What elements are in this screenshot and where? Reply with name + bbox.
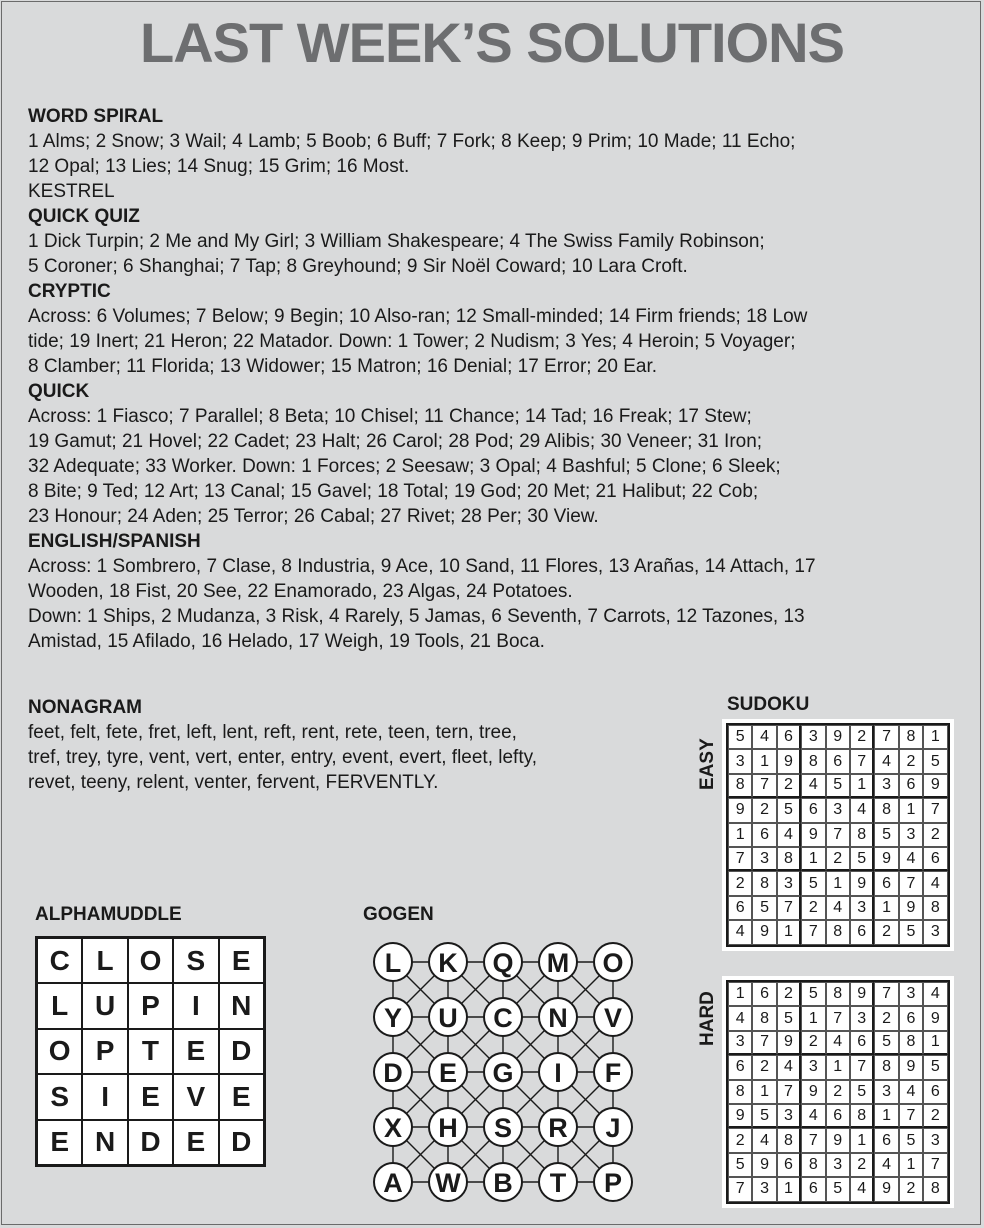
sudoku-cell: 3 (777, 871, 801, 895)
sudoku-cell: 5 (826, 1177, 850, 1201)
nonagram-line: feet, felt, fete, fret, left, lent, reft, rent, rete, teen, tern, tree, (28, 722, 517, 743)
sudoku-cell: 9 (850, 982, 874, 1006)
sudoku-cell: 3 (752, 847, 776, 871)
gogen-letter: R (548, 1113, 568, 1143)
section-line: KESTREL (28, 181, 115, 202)
sudoku-cell: 9 (728, 1104, 752, 1128)
sudoku-cell: 4 (801, 774, 825, 798)
sudoku-cell: 3 (850, 1006, 874, 1030)
sudoku-cell: 8 (850, 1104, 874, 1128)
sudoku-title: SUDOKU (727, 694, 810, 715)
gogen-letter: E (438, 1058, 458, 1088)
sudoku-cell: 6 (874, 871, 898, 895)
sudoku-cell: 9 (777, 1031, 801, 1055)
sudoku-cell: 9 (874, 847, 898, 871)
alphamuddle-cell: L (82, 938, 127, 983)
sudoku-cell: 4 (923, 982, 947, 1006)
sudoku-cell: 7 (923, 1153, 947, 1177)
sudoku-cell: 7 (777, 896, 801, 920)
sudoku-cell: 8 (752, 1006, 776, 1030)
sudoku-cell: 3 (826, 798, 850, 822)
alphamuddle-cell: I (173, 983, 218, 1028)
sudoku-cell: 1 (899, 1153, 923, 1177)
nonagram-section (28, 695, 668, 795)
sudoku-cell: 6 (923, 1080, 947, 1104)
alphamuddle-cell: O (128, 938, 173, 983)
section-line: Amistad, 15 Afilado, 16 Helado, 17 Weigh, 19 Tools, 21 Boca. (28, 631, 545, 652)
gogen-letter: C (493, 1003, 513, 1033)
alphamuddle-cell: P (82, 1029, 127, 1074)
sudoku-cell: 6 (801, 798, 825, 822)
sudoku-cell: 3 (923, 1128, 947, 1152)
sudoku-cell: 6 (923, 847, 947, 871)
gogen-letter: B (493, 1168, 513, 1198)
sudoku-cell: 3 (826, 1153, 850, 1177)
sudoku-cell: 8 (923, 896, 947, 920)
sudoku-cell: 7 (752, 774, 776, 798)
sudoku-cell: 2 (826, 847, 850, 871)
section-line: 12 Opal; 13 Lies; 14 Snug; 15 Grim; 16 Most. (28, 156, 410, 177)
sudoku-cell: 8 (899, 725, 923, 749)
sudoku-hard-label: HARD (697, 991, 718, 1046)
sudoku-cell: 4 (777, 1055, 801, 1079)
alphamuddle-cell: T (128, 1029, 173, 1074)
sudoku-cell: 4 (874, 749, 898, 773)
gogen-letter: P (603, 1168, 623, 1198)
sudoku-cell: 5 (899, 1128, 923, 1152)
sudoku-easy (722, 719, 954, 951)
sudoku-cell: 7 (826, 823, 850, 847)
sudoku-cell: 5 (923, 1055, 947, 1079)
sudoku-cell: 7 (752, 1031, 776, 1055)
sudoku-cell: 8 (777, 847, 801, 871)
alphamuddle-cell: C (37, 938, 82, 983)
sudoku-cell: 9 (801, 1080, 825, 1104)
sudoku-cell: 8 (728, 1080, 752, 1104)
gogen-letter: Q (492, 948, 514, 978)
sudoku-cell: 6 (728, 896, 752, 920)
sudoku-cell: 1 (923, 725, 947, 749)
gogen-letter: N (548, 1003, 568, 1033)
sudoku-cell: 7 (874, 982, 898, 1006)
sudoku-cell: 9 (923, 1006, 947, 1030)
alphamuddle-cell: E (173, 1029, 218, 1074)
alphamuddle-cell: S (173, 938, 218, 983)
sudoku-easy-grid (726, 723, 950, 947)
sudoku-cell: 1 (874, 896, 898, 920)
sudoku-cell: 5 (850, 847, 874, 871)
alphamuddle-cell: O (37, 1029, 82, 1074)
alphamuddle-cell: N (82, 1120, 127, 1165)
gogen-letter: W (435, 1168, 461, 1198)
gogen-letter: S (493, 1113, 513, 1143)
section-line: Down: 1 Ships, 2 Mudanza, 3 Risk, 4 Rarely, 5 Jamas, 6 Seventh, 7 Carrots, 12 Tazones, 13 (28, 606, 805, 627)
alphamuddle-title: ALPHAMUDDLE (35, 904, 182, 925)
alphamuddle-cell: D (219, 1120, 264, 1165)
sudoku-cell: 7 (728, 847, 752, 871)
sudoku-cell: 6 (801, 1177, 825, 1201)
section-title: CRYPTIC (28, 281, 111, 302)
sudoku-cell: 3 (752, 1177, 776, 1201)
sudoku-cell: 8 (777, 1128, 801, 1152)
sudoku-cell: 2 (874, 1006, 898, 1030)
sudoku-cell: 1 (777, 920, 801, 944)
sudoku-cell: 1 (899, 798, 923, 822)
sudoku-cell: 6 (752, 823, 776, 847)
sudoku-cell: 2 (899, 1177, 923, 1201)
sudoku-cell: 5 (801, 871, 825, 895)
sudoku-cell: 7 (874, 725, 898, 749)
sudoku-cell: 6 (752, 982, 776, 1006)
sudoku-cell: 2 (923, 1104, 947, 1128)
nonagram-line: revet, teeny, relent, venter, fervent, FERVENTLY. (28, 772, 439, 793)
gogen-letter: M (546, 948, 570, 978)
sudoku-cell: 3 (801, 1055, 825, 1079)
sudoku-cell: 8 (874, 798, 898, 822)
gogen-letter: T (549, 1168, 567, 1198)
sudoku-cell: 8 (752, 871, 776, 895)
sudoku-cell: 7 (923, 798, 947, 822)
sudoku-cell: 8 (923, 1177, 947, 1201)
sudoku-cell: 7 (728, 1177, 752, 1201)
sudoku-cell: 7 (850, 749, 874, 773)
section-line: 1 Alms; 2 Snow; 3 Wail; 4 Lamb; 5 Boob; 6 Buff; 7 Fork; 8 Keep; 9 Prim; 10 Made; 11 Echo; (28, 131, 796, 152)
alphamuddle-cell: V (173, 1074, 218, 1119)
gogen-letter: U (438, 1003, 458, 1033)
sudoku-cell: 5 (850, 1080, 874, 1104)
section-line: 23 Honour; 24 Aden; 25 Terror; 26 Cabal; 27 Rivet; 28 Per; 30 View. (28, 506, 599, 527)
sudoku-cell: 2 (801, 1031, 825, 1055)
sudoku-cell: 9 (752, 1153, 776, 1177)
gogen-letter: V (603, 1003, 623, 1033)
section-line: Across: 1 Fiasco; 7 Parallel; 8 Beta; 10 Chisel; 11 Chance; 14 Tad; 16 Freak; 17 Stew; (28, 406, 752, 427)
sudoku-cell: 3 (728, 1031, 752, 1055)
sudoku-cell: 3 (874, 774, 898, 798)
sudoku-cell: 7 (801, 1128, 825, 1152)
sudoku-cell: 1 (728, 823, 752, 847)
gogen-letter: L (384, 948, 402, 978)
sudoku-cell: 4 (728, 920, 752, 944)
alphamuddle-grid (35, 936, 266, 1167)
alphamuddle-cell: S (37, 1074, 82, 1119)
page-title: LAST WEEK’S SOLUTIONS (140, 11, 844, 74)
sudoku-cell: 6 (728, 1055, 752, 1079)
sudoku-cell: 2 (728, 1128, 752, 1152)
sudoku-cell: 8 (850, 823, 874, 847)
sudoku-cell: 4 (752, 725, 776, 749)
sudoku-cell: 5 (752, 896, 776, 920)
sudoku-cell: 9 (850, 871, 874, 895)
sudoku-cell: 5 (752, 1104, 776, 1128)
section-line: tide; 19 Inert; 21 Heron; 22 Matador. Down: 1 Tower; 2 Nudism; 3 Yes; 4 Heroin; 5 Voyager; (28, 331, 796, 352)
section-line: 32 Adequate; 33 Worker. Down: 1 Forces; 2 Seesaw; 3 Opal; 4 Bashful; 5 Clone; 6 Sleek; (28, 456, 781, 477)
gogen-letter: F (604, 1058, 622, 1088)
sudoku-cell: 4 (801, 1104, 825, 1128)
sudoku-hard (722, 976, 954, 1208)
section-title: ENGLISH/SPANISH (28, 531, 201, 552)
sudoku-cell: 9 (923, 774, 947, 798)
sudoku-cell: 6 (899, 1006, 923, 1030)
sudoku-cell: 5 (899, 920, 923, 944)
section-line: 8 Clamber; 11 Florida; 13 Widower; 15 Matron; 16 Denial; 17 Error; 20 Ear. (28, 356, 658, 377)
sudoku-cell: 5 (777, 798, 801, 822)
sudoku-cell: 5 (874, 1031, 898, 1055)
sudoku-cell: 5 (728, 1153, 752, 1177)
gogen-letter: H (438, 1113, 458, 1143)
sudoku-cell: 5 (777, 1006, 801, 1030)
sudoku-cell: 4 (899, 1080, 923, 1104)
sudoku-cell: 9 (899, 896, 923, 920)
sudoku-cell: 2 (777, 774, 801, 798)
alphamuddle-cell: N (219, 983, 264, 1028)
section-title: WORD SPIRAL (28, 106, 164, 127)
sudoku-cell: 2 (752, 1055, 776, 1079)
sudoku-hard-grid (726, 980, 950, 1204)
sudoku-cell: 1 (801, 1006, 825, 1030)
gogen-letter: I (554, 1058, 562, 1088)
sudoku-cell: 6 (826, 749, 850, 773)
section-line: 5 Coroner; 6 Shanghai; 7 Tap; 8 Greyhound; 9 Sir Noël Coward; 10 Lara Croft. (28, 256, 688, 277)
sudoku-cell: 8 (874, 1055, 898, 1079)
sudoku-cell: 4 (923, 871, 947, 895)
sudoku-cell: 2 (899, 749, 923, 773)
sudoku-cell: 2 (923, 823, 947, 847)
sudoku-cell: 9 (826, 1128, 850, 1152)
section-line: Across: 6 Volumes; 7 Below; 9 Begin; 10 Also-ran; 12 Small-minded; 14 Firm friends; 18 Low (28, 306, 808, 327)
sudoku-cell: 6 (899, 774, 923, 798)
alphamuddle-cell: D (219, 1029, 264, 1074)
sudoku-cell: 2 (801, 896, 825, 920)
sudoku-cell: 2 (728, 871, 752, 895)
sudoku-cell: 4 (850, 1177, 874, 1201)
gogen-letter: Y (383, 1003, 403, 1033)
alphamuddle-cell: E (37, 1120, 82, 1165)
sudoku-cell: 5 (923, 749, 947, 773)
sudoku-cell: 3 (801, 725, 825, 749)
alphamuddle-cell: L (37, 983, 82, 1028)
section-title: QUICK (28, 381, 90, 402)
sudoku-cell: 6 (850, 1031, 874, 1055)
gogen-letter: O (602, 948, 624, 978)
sudoku-easy-label: EASY (697, 738, 718, 790)
sudoku-cell: 3 (850, 896, 874, 920)
sudoku-cell: 2 (850, 725, 874, 749)
sudoku-cell: 8 (801, 1153, 825, 1177)
sudoku-cell: 1 (923, 1031, 947, 1055)
sudoku-cell: 3 (899, 823, 923, 847)
sudoku-cell: 3 (923, 920, 947, 944)
sudoku-cell: 8 (826, 982, 850, 1006)
nonagram-line: tref, trey, tyre, vent, vert, enter, entry, event, evert, fleet, lefty, (28, 747, 537, 768)
nonagram-answers (28, 720, 668, 795)
gogen-letter: G (492, 1058, 514, 1088)
solutions-text (28, 104, 963, 654)
sudoku-cell: 6 (777, 725, 801, 749)
sudoku-cell: 7 (850, 1055, 874, 1079)
sudoku-cell: 1 (752, 749, 776, 773)
sudoku-cell: 4 (826, 896, 850, 920)
section-line: 19 Gamut; 21 Hovel; 22 Cadet; 23 Halt; 26 Carol; 28 Pod; 29 Alibis; 30 Veneer; 31 Iron; (28, 431, 763, 452)
sudoku-cell: 9 (752, 920, 776, 944)
sudoku-cell: 7 (777, 1080, 801, 1104)
section-line: Across: 1 Sombrero, 7 Clase, 8 Industria, 9 Ace, 10 Sand, 11 Flores, 13 Arañas, 14 Attach, 17 (28, 556, 816, 577)
sudoku-cell: 3 (728, 749, 752, 773)
alphamuddle-cell: U (82, 983, 127, 1028)
sudoku-cell: 9 (728, 798, 752, 822)
sudoku-cell: 8 (899, 1031, 923, 1055)
alphamuddle-cell: I (82, 1074, 127, 1119)
sudoku-cell: 3 (899, 982, 923, 1006)
gogen-letter: J (605, 1113, 621, 1143)
sudoku-cell: 6 (826, 1104, 850, 1128)
sudoku-cell: 8 (801, 749, 825, 773)
sudoku-cell: 1 (777, 1177, 801, 1201)
sudoku-cell: 1 (826, 871, 850, 895)
gogen-letter: D (383, 1058, 403, 1088)
sudoku-cell: 4 (752, 1128, 776, 1152)
sudoku-cell: 7 (899, 871, 923, 895)
sudoku-cell: 2 (826, 1080, 850, 1104)
alphamuddle-cell: E (128, 1074, 173, 1119)
sudoku-cell: 4 (777, 823, 801, 847)
sudoku-cell: 2 (752, 798, 776, 822)
sudoku-cell: 1 (874, 1104, 898, 1128)
sudoku-cell: 4 (826, 1031, 850, 1055)
sudoku-cell: 3 (874, 1080, 898, 1104)
sudoku-cell: 5 (801, 982, 825, 1006)
sudoku-cell: 5 (826, 774, 850, 798)
section-line: Wooden, 18 Fist, 20 See, 22 Enamorado, 23 Algas, 24 Potatoes. (28, 581, 573, 602)
sudoku-cell: 7 (801, 920, 825, 944)
gogen-grid (360, 930, 640, 1220)
alphamuddle-cell: E (173, 1120, 218, 1165)
sudoku-cell: 1 (801, 847, 825, 871)
sudoku-cell: 6 (777, 1153, 801, 1177)
sudoku-cell: 4 (850, 798, 874, 822)
sudoku-cell: 4 (874, 1153, 898, 1177)
gogen-title: GOGEN (363, 904, 434, 925)
sudoku-cell: 7 (899, 1104, 923, 1128)
sudoku-cell: 8 (826, 920, 850, 944)
section-line: 1 Dick Turpin; 2 Me and My Girl; 3 William Shakespeare; 4 The Swiss Family Robinson; (28, 231, 765, 252)
sudoku-cell: 1 (850, 1128, 874, 1152)
sudoku-cell: 1 (826, 1055, 850, 1079)
alphamuddle-cell: E (219, 1074, 264, 1119)
sudoku-cell: 9 (826, 725, 850, 749)
sudoku-cell: 1 (850, 774, 874, 798)
section-title: QUICK QUIZ (28, 206, 140, 227)
alphamuddle-cell: D (128, 1120, 173, 1165)
sudoku-cell: 5 (728, 725, 752, 749)
nonagram-title: NONAGRAM (28, 697, 142, 718)
sudoku-cell: 9 (777, 749, 801, 773)
sudoku-cell: 1 (752, 1080, 776, 1104)
sudoku-cell: 4 (728, 1006, 752, 1030)
gogen-letter: A (383, 1168, 403, 1198)
sudoku-cell: 2 (850, 1153, 874, 1177)
gogen-letter: K (438, 948, 458, 978)
sudoku-cell: 2 (874, 920, 898, 944)
sudoku-cell: 6 (850, 920, 874, 944)
sudoku-cell: 9 (874, 1177, 898, 1201)
sudoku-cell: 4 (899, 847, 923, 871)
gogen-letter: X (383, 1113, 403, 1143)
sudoku-cell: 8 (728, 774, 752, 798)
sudoku-cell: 1 (728, 982, 752, 1006)
sudoku-cell: 7 (826, 1006, 850, 1030)
sudoku-cell: 2 (777, 982, 801, 1006)
sudoku-cell: 9 (801, 823, 825, 847)
alphamuddle-cell: P (128, 983, 173, 1028)
section-line: 8 Bite; 9 Ted; 12 Art; 13 Canal; 15 Gavel; 18 Total; 19 God; 20 Met; 21 Halibut; 22 Cob; (28, 481, 759, 502)
alphamuddle-cell: E (219, 938, 264, 983)
sudoku-cell: 6 (874, 1128, 898, 1152)
sudoku-cell: 9 (899, 1055, 923, 1079)
sudoku-cell: 3 (777, 1104, 801, 1128)
sudoku-cell: 5 (874, 823, 898, 847)
